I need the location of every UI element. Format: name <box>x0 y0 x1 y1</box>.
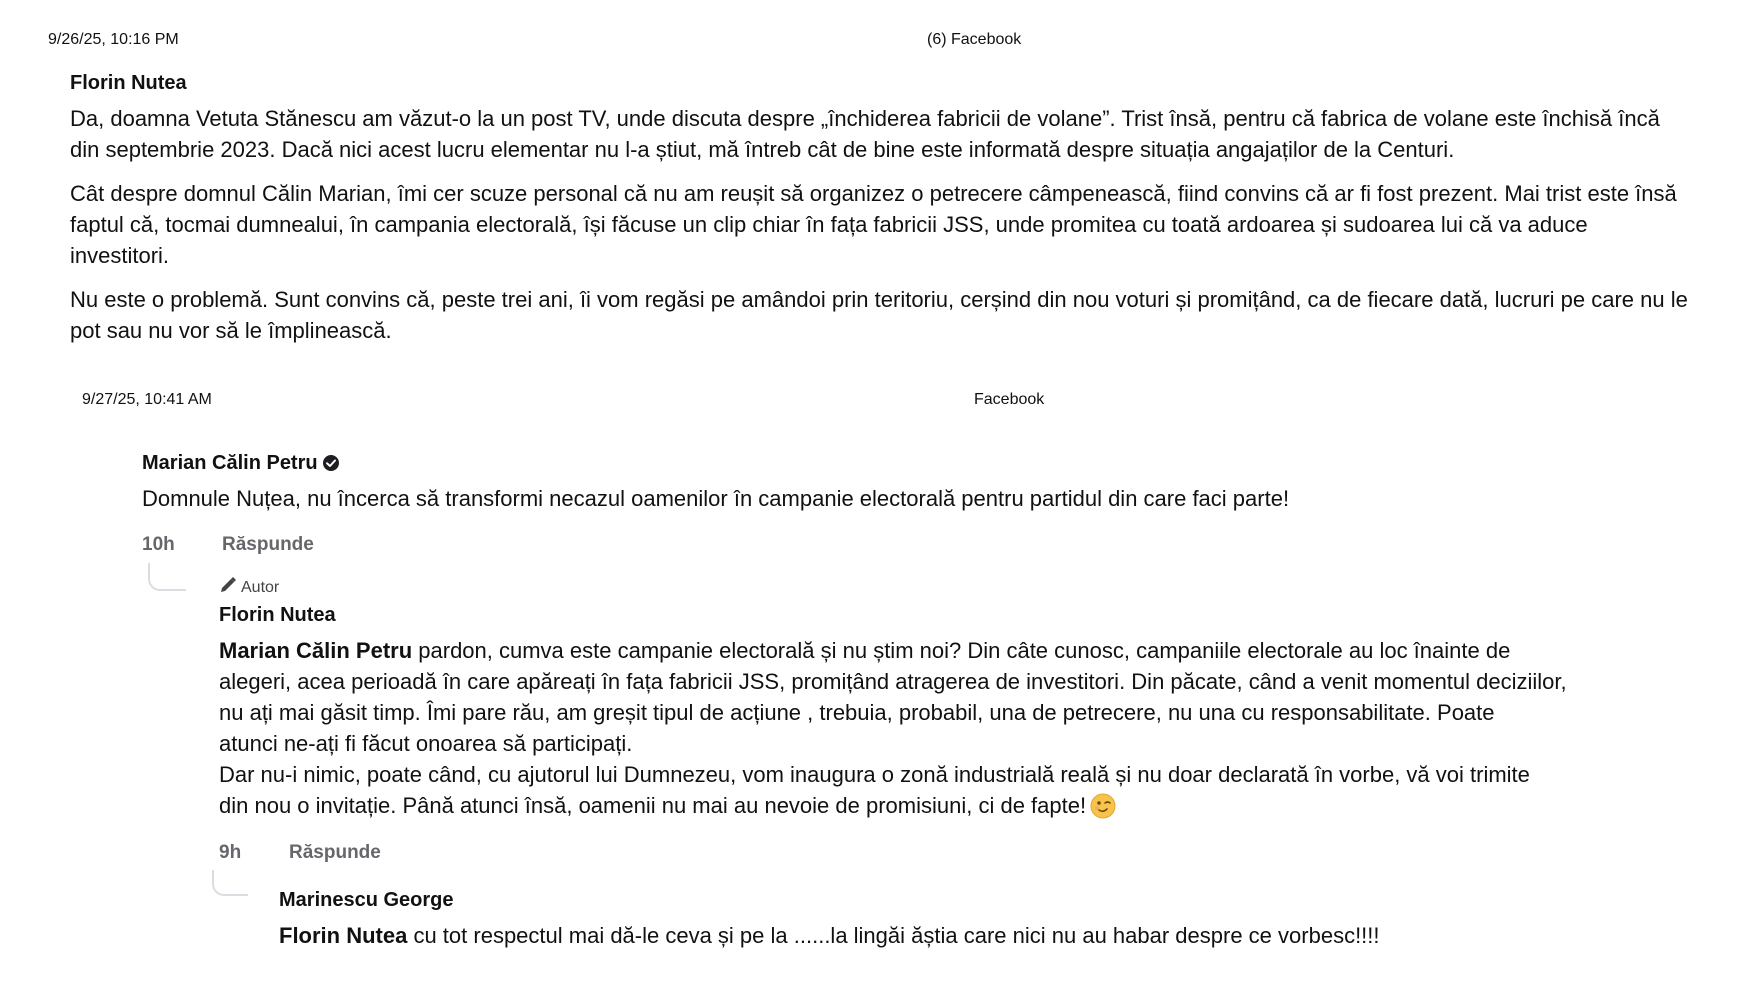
comment-line <box>219 635 1699 666</box>
comment-line-text: pardon, cumva este campanie electorală și nu știm noi? Din câte cunosc, campaniile electorale au loc înainte de <box>412 638 1511 663</box>
post-paragraph: Nu este o problemă. Sunt convins că, peste trei ani, îi vom regăsi pe amândoi prin teritoriu, cerșind din nou voturi și promițând, ca de fiecare dată, lucruri pe care nu le pot sau nu vor să le împlinească. <box>70 287 1688 343</box>
comment-line <box>219 790 1699 827</box>
post-paragraph: Da, doamna Vetuta Stănescu am văzut-o la un post TV, unde discuta despre „închiderea fabricii de volane”. Trist însă, pentru că fabrica de volane este închisă încă din septembrie 2023. Dacă nici acest lucru elementar nu l-a știut, mă întreb cât de bine este informată despre situația angajaților de la Centuri. <box>70 106 1660 162</box>
comment-author-row <box>142 452 340 478</box>
author-badge <box>219 576 279 599</box>
post-author[interactable]: Florin Nutea <box>70 72 187 94</box>
thread-connector <box>212 870 248 896</box>
comment-time[interactable]: 9h <box>219 842 242 863</box>
print-datetime: 9/26/25, 10:16 PM <box>48 31 179 48</box>
winking-face-emoji <box>1090 793 1116 827</box>
print-page-title: (6) Facebook <box>927 31 1022 48</box>
mention-link[interactable]: Florin Nutea <box>279 923 408 948</box>
comment-author[interactable]: Florin Nutea <box>219 604 336 626</box>
verified-badge-icon <box>322 454 340 478</box>
comment-author[interactable]: Marian Călin Petru <box>142 452 318 474</box>
post <box>70 72 1690 346</box>
pen-icon <box>219 576 237 599</box>
comment-line-text: cu tot respectul mai dă-le ceva și pe la ......la lingăi ăștia care nici nu au habar despre ce vorbesc!!!! <box>407 923 1380 948</box>
comment-line: Dar nu-i nimic, poate când, cu ajutorul lui Dumnezeu, vom inaugura o zonă industrială reală și nu doar declarată în vorbe, vă voi trimite <box>219 762 1530 787</box>
print-page-title-2: Facebook <box>974 391 1045 408</box>
print-datetime-2: 9/27/25, 10:41 AM <box>82 391 212 408</box>
comment-line: nu ați mai găsit timp. Îmi pare rău, am greșit tipul de acțiune , trebuia, probabil, una de petrecere, nu una cu responsabilitate. Poate <box>219 700 1495 725</box>
comment-line: alegeri, acea perioadă în care apăreați în fața fabricii JSS, promițând atragerea de investitori. Din păcate, când a venit momentul deciziilor, <box>219 669 1567 694</box>
reply-button[interactable]: Răspunde <box>222 534 314 555</box>
comment-line: atunci ne-ați fi făcut onoarea să participați. <box>219 731 633 756</box>
comment-text <box>279 920 1380 951</box>
comment-line-text: din nou o invitație. Până atunci însă, oamenii nu mai au nevoie de promisiuni, ci de fapte! <box>219 793 1087 818</box>
thread-connector <box>148 563 186 591</box>
reply-button[interactable]: Răspunde <box>289 842 381 863</box>
comment-text <box>219 635 1699 827</box>
comment-text: Domnule Nuțea, nu încerca să transformi necazul oamenilor în campanie electorală pentru partidul din care faci parte! <box>142 486 1290 511</box>
post-paragraph: Cât despre domnul Călin Marian, îmi cer scuze personal că nu am reușit să organizez o petrecere câmpenească, fiind convins că ar fi fost prezent. Mai trist este însă faptul că, tocmai dumnealui, în campania electorală, își făcuse un clip chiar în fața fabricii JSS, unde promitea cu toată ardoarea și sudoarea lui că va aduce investitori. <box>70 181 1677 268</box>
comment-time[interactable]: 10h <box>142 534 175 555</box>
author-badge-label: Autor <box>241 578 280 596</box>
mention-link[interactable]: Marian Călin Petru <box>219 638 413 663</box>
comment-author[interactable]: Marinescu George <box>279 889 454 911</box>
